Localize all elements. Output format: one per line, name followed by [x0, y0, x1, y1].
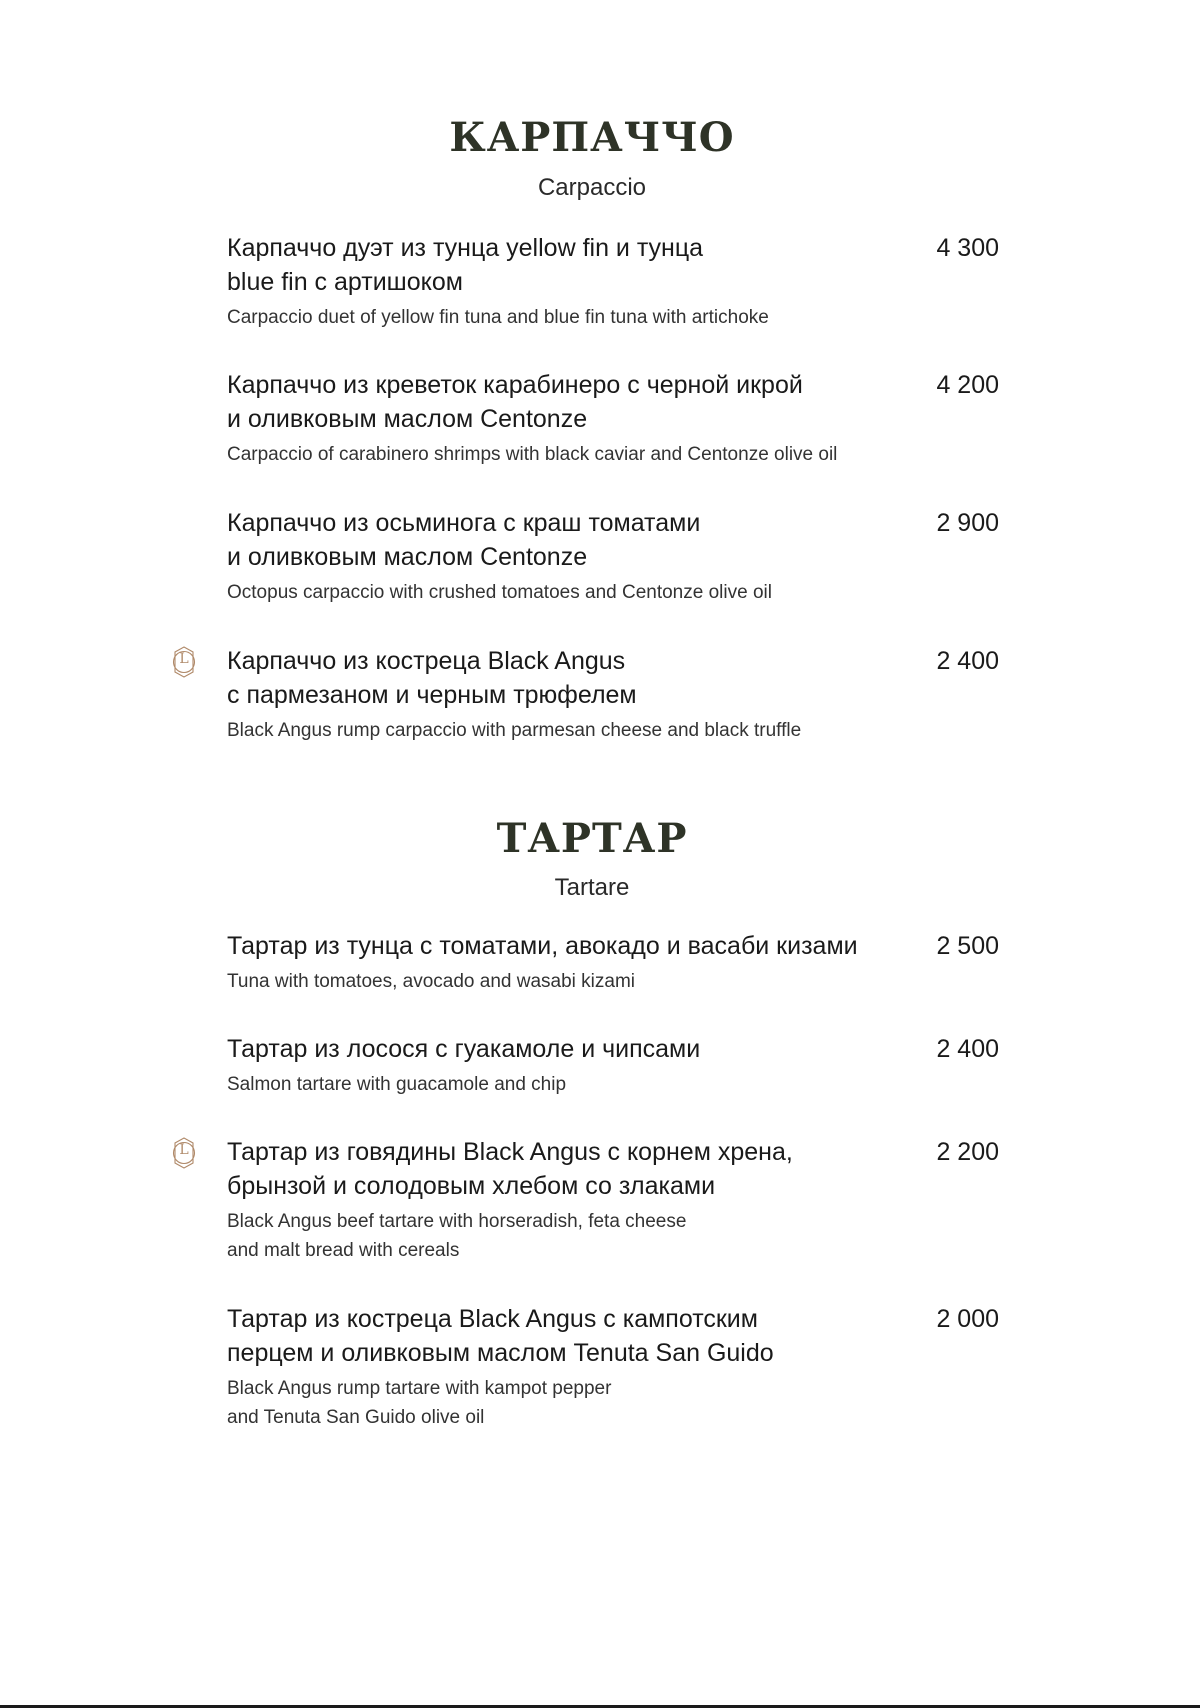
item-name-en: Tuna with tomatoes, avocado and wasabi kizami: [227, 971, 636, 992]
item-price: 2 400: [936, 1035, 999, 1063]
badge-letter: L: [179, 1142, 189, 1158]
item-name-ru: Карпаччо из кострeца Black Angus с пармезаном и черным трюфелем: [227, 647, 637, 709]
item-name-ru: Карпаччо из осьминога с краш томатами и оливковым маслом Centonze: [227, 509, 701, 571]
section-title-carpaccio: КАРПАЧЧО: [449, 114, 735, 161]
item-price: 2 000: [936, 1305, 999, 1333]
item-price: 2 900: [936, 509, 999, 537]
item-name-ru: Карпаччо из креветок карабинеро с черной икрой и оливковым маслом Centonze: [227, 371, 803, 433]
menu-item: [227, 368, 999, 469]
item-price: 2 500: [936, 932, 999, 960]
item-name-en: Black Angus rump carpaccio with parmesan cheese and black truffle: [227, 720, 802, 741]
item-name-en: Carpaccio of carabinero shrimps with black caviar and Centonze olive oil: [227, 444, 838, 465]
item-name-en: Black Angus rump tartare with kampot pepper and Tenuta San Guido olive oil: [227, 1378, 612, 1428]
menu-item: [227, 1032, 999, 1099]
item-name-en: Carpaccio duet of yellow fin tuna and blue fin tuna with artichoke: [227, 307, 769, 328]
item-name-en: Salmon tartare with guacamole and chip: [227, 1074, 567, 1095]
menu-item: [227, 506, 999, 607]
menu-item: [227, 1135, 999, 1265]
item-price: 2 400: [936, 647, 999, 675]
item-name-ru: Тартар из лосося с гуакамоле и чипсами: [227, 1035, 701, 1063]
menu-item: [227, 1302, 999, 1432]
menu-item: [227, 929, 999, 996]
section-title-tartare: ТАРТАР: [496, 815, 688, 862]
item-name-en: Octopus carpaccio with crushed tomatoes and Centonze olive oil: [227, 582, 772, 603]
item-price: 2 200: [936, 1138, 999, 1166]
section-subtitle-carpaccio: Carpaccio: [537, 174, 647, 201]
item-price: 4 200: [936, 371, 999, 399]
item-name-ru: Тартар из тунца с томатами, авокадо и васаби кизами: [227, 932, 858, 960]
item-name-ru: Тартар из кострeца Black Angus с кампотским перцем и оливковым маслом Tenuta San Guido: [227, 1305, 774, 1367]
lindt-badge-icon: [171, 1136, 197, 1170]
item-name-en: Black Angus beef tartare with horseradish, feta cheese and malt bread with cereals: [227, 1211, 687, 1261]
menu-item: [227, 231, 999, 332]
item-name-ru: Тартар из говядины Black Angus с корнем хрена, брынзой и солодовым хлебом со злаками: [227, 1138, 793, 1200]
section-subtitle-tartare: Tartare: [554, 874, 630, 901]
lindt-badge-icon: [171, 645, 197, 679]
menu-item: [227, 644, 999, 745]
item-price: 4 300: [936, 234, 999, 262]
badge-letter: L: [179, 651, 189, 667]
item-name-ru: Карпаччо дуэт из тунца yellow fin и тунца blue fin с артишоком: [227, 234, 704, 296]
